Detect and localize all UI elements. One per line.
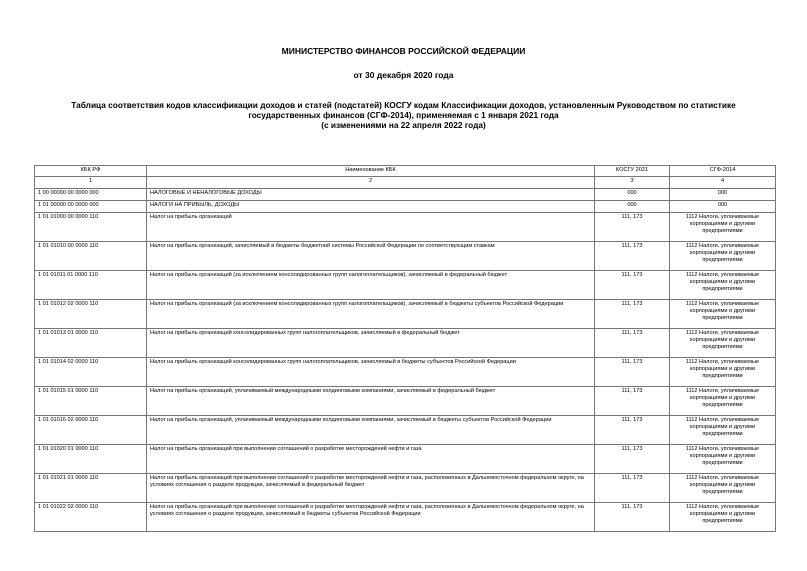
name-cell: Налог на прибыль организаций при выполнении соглашений о разработке месторождений нефти и газа, расположенных в Дальневосточном федеральном округе, на условиях соглашения о разделе продукции, зачисляемый в федеральный бюджет [147,474,595,503]
column-header-kbk: КБК РФ [35,166,147,177]
kosgu-cell: 111, 173 [595,329,670,358]
document-date: от 30 декабря 2020 года [353,70,454,80]
name-cell: Налог на прибыль организаций, уплачиваемый международными холдинговыми компаниями, зачисляемый в бюджеты субъектов Российской Федерации [147,416,595,445]
table-row [35,445,776,474]
table-row [35,329,776,358]
kbk-cell: 1 01 01012 02 0000 110 [35,300,147,329]
name-cell: Налог на прибыль организаций (за исключением консолидированных групп налогоплательщиков), зачисляемый в федеральный бюджет [147,271,595,300]
sgf-cell: 1112 Налоги, уплачиваемые корпорациями и другими предприятиями [670,445,776,474]
column-number: 3 [595,177,670,189]
table-row [35,242,776,271]
name-cell: Налог на прибыль организаций консолидированных групп налогоплательщиков, зачисляемый в бюджеты субъектов Российской Федерации [147,358,595,387]
table-row [35,474,776,503]
kosgu-cell: 111, 173 [595,300,670,329]
name-cell: НАЛОГОВЫЕ И НЕНАЛОГОВЫЕ ДОХОДЫ [147,189,595,201]
table-row [35,416,776,445]
kbk-cell: 1 01 01015 01 0000 110 [35,387,147,416]
table-row [35,358,776,387]
column-header-kosgu: КОСГУ 2021 [595,166,670,177]
kbk-cell: 1 01 01014 02 0000 110 [35,358,147,387]
kosgu-cell: 111, 173 [595,387,670,416]
kbk-cell: 1 01 01022 02 0000 110 [35,503,147,532]
column-number: 4 [670,177,776,189]
name-cell: Налог на прибыль организаций (за исключением консолидированных групп налогоплательщиков), зачисляемый в бюджеты субъектов Российской Федерации [147,300,595,329]
sgf-cell: 1112 Налоги, уплачиваемые корпорациями и другими предприятиями [670,503,776,532]
sgf-cell: 1112 Налоги, уплачиваемые корпорациями и другими предприятиями [670,474,776,503]
table-body [35,166,776,532]
name-cell: Налог на прибыль организаций консолидированных групп налогоплательщиков, зачисляемый в федеральный бюджет [147,329,595,358]
document-title-line-1: Таблица соответствия кодов классификации доходов и статей (подстатей) КОСГУ кодам Классификации доходов, установленным Руководством по статистике [71,100,736,110]
kbk-cell: 1 01 01021 01 0000 110 [35,474,147,503]
table-row [35,271,776,300]
table-row [35,201,776,213]
kosgu-cell: 111, 173 [595,503,670,532]
kbk-cell: 1 01 01011 01 0000 110 [35,271,147,300]
kosgu-cell: 111, 173 [595,213,670,242]
kbk-cell: 1 01 00000 00 0000 000 [35,201,147,213]
sgf-cell: 1112 Налоги, уплачиваемые корпорациями и другими предприятиями [670,300,776,329]
column-header-sgf: СГФ-2014 [670,166,776,177]
sgf-cell: 1112 Налоги, уплачиваемые корпорациями и другими предприятиями [670,271,776,300]
sgf-cell: 1112 Налоги, уплачиваемые корпорациями и другими предприятиями [670,213,776,242]
kbk-cell: 1 00 00000 00 0000 000 [35,189,147,201]
kosgu-cell: 000 [595,189,670,201]
document-title-line-2: государственных финансов (СГФ-2014), применяемая с 1 января 2021 года [248,110,559,120]
column-header-name: Наименование КБК [147,166,595,177]
sgf-cell: 1112 Налоги, уплачиваемые корпорациями и другими предприятиями [670,358,776,387]
table-row [35,189,776,201]
table-row [35,213,776,242]
sgf-cell: 1112 Налоги, уплачиваемые корпорациями и другими предприятиями [670,416,776,445]
kosgu-cell: 111, 173 [595,242,670,271]
kbk-cell: 1 01 01013 01 0000 110 [35,329,147,358]
ministry-heading: МИНИСТЕРСТВО ФИНАНСОВ РОССИЙСКОЙ ФЕДЕРАЦИИ [281,46,526,56]
kbk-cell: 1 01 01000 00 0000 110 [35,213,147,242]
name-cell: НАЛОГИ НА ПРИБЫЛЬ, ДОХОДЫ [147,201,595,213]
column-number: 2 [147,177,595,189]
kosgu-cell: 111, 173 [595,358,670,387]
name-cell: Налог на прибыль организаций, зачисляемый в бюджеты бюджетной системы Российской Федерации по соответствующим ставкам [147,242,595,271]
kosgu-cell: 000 [595,201,670,213]
name-cell: Налог на прибыль организаций при выполнении соглашений о разработке месторождений нефти и газа [147,445,595,474]
kbk-cell: 1 01 01020 01 0000 110 [35,445,147,474]
sgf-cell: 1112 Налоги, уплачиваемые корпорациями и другими предприятиями [670,329,776,358]
name-cell: Налог на прибыль организаций при выполнении соглашений о разработке месторождений нефти и газа, расположенных в Дальневосточном федеральном округе, на условиях соглашения о разделе продукции, зачисляемый в бюджеты субъектов Российской Федерации [147,503,595,532]
document-title-line-3: (с изменениями на 22 апреля 2022 года) [321,120,486,130]
table-header-row [35,166,776,177]
name-cell: Налог на прибыль организаций, уплачиваемый международными холдинговыми компаниями, зачисляемый в федеральный бюджет [147,387,595,416]
sgf-cell: 000 [670,189,776,201]
kosgu-cell: 111, 173 [595,445,670,474]
sgf-cell: 1112 Налоги, уплачиваемые корпорациями и другими предприятиями [670,242,776,271]
kbk-cell: 1 01 01010 00 0000 110 [35,242,147,271]
name-cell: Налог на прибыль организаций [147,213,595,242]
table-row [35,387,776,416]
table-row [35,300,776,329]
correspondence-table [34,165,776,532]
kosgu-cell: 111, 173 [595,271,670,300]
sgf-cell: 1112 Налоги, уплачиваемые корпорациями и другими предприятиями [670,387,776,416]
kosgu-cell: 111, 173 [595,416,670,445]
kbk-cell: 1 01 01016 02 0000 110 [35,416,147,445]
sgf-cell: 000 [670,201,776,213]
kosgu-cell: 111, 173 [595,474,670,503]
table-row [35,503,776,532]
column-number: 1 [35,177,147,189]
column-number-row [35,177,776,189]
